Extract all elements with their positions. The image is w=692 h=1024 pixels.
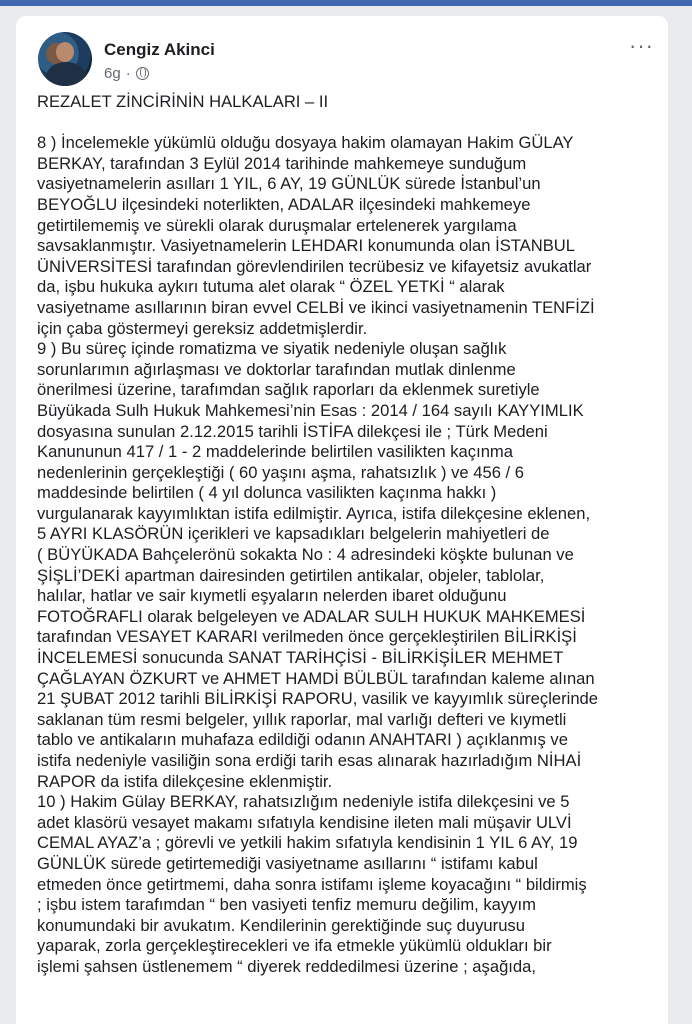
more-options-icon[interactable]: ··· <box>629 33 654 58</box>
globe-icon[interactable] <box>136 67 149 80</box>
top-nav-bar <box>0 0 692 6</box>
post-paragraph-8: 8 ) İncelemekle yükümlü olduğu dosyaya hakim olamayan Hakim GÜLAY BERKAY, tarafından 3 Eylül 2014 tarihinde mahkemeye sunduğum vasiyetnamelerin asılları 1 YIL, 6 AY, 19 GÜNLÜK sürede İstanbul’un BEYOĞLU ilçesindeki noterlikten, ADALAR ilçesindeki mahkemeye getirtilememiş ve sürekli olarak duruşmalar ertelenerek yargılama savsaklanmıştır. Vasiyetnamelerin LEHDARI konumunda olan İSTANBUL ÜNİVERSİTESİ tarafından görevlendirilen tecrübesiz ve kifayetsiz avukatlar da, işbu hukuka aykırı tutuma alet olarak “ ÖZEL YETKİ “ alarak vasiyetname asıllarının biran evvel CELBİ ve ikinci vasiyetnamenin TENFİZİ için çaba göstermeyi gereksiz addetmişlerdir. <box>37 133 595 338</box>
post-paragraph-9: 9 ) Bu süreç içinde romatizma ve siyatik nedeniyle oluşan sağlık sorunlarımın ağırlaşması ve doktorlar tarafından mutlak dinlenme önerilmesi üzerine, tarafımdan sağlık raporları da eklenmek suretiyle Büyükada Sulh Hukuk Mahkemesi’nin Esas : 2014 / 164 sayılı KAYYIMLIK dosyasına sunulan 2.12.2015 tarihli İSTİFA dilekçesi ile ; Türk Medeni Kanununun 417 / 1 - 2 maddelerinde belirtilen vasilikten kaçınma nedenlerinin gerçekleştiği ( 60 yaşını aşma, rahatsızlık ) ve 456 / 6 maddesinde belirtilen ( 4 yıl dolunca vasilikten kaçınma hakkı ) vurgulanarak kayyımlıktan istifa edilmiştir. Ayrıca, istifa dilekçesine eklenen, 5 AYRI KLASÖRÜN içerikleri ve kapsadıkları belgelerin mahiyetleri de ( BÜYÜKADA Bahçelerönü sokakta No : 4 adresindeki köşkte bulunan ve ŞİŞLİ’DEKİ apartman dairesinden getirtilen antikalar, objeler, tablolar, halılar, hatlar ve sair kıymetli eşyaların nelerden ibaret olduğunu FOTOĞRAFLI olarak belgeleyen ve ADALAR SULH HUKUK MAHKEMESİ tarafından VESAYET KARARI verilmeden önce gerçekleştirilen BİLİRKİŞİ İNCELEMESİ sonucunda SANAT TARİHÇİSİ - BİLİRKİŞİLER MEHMET ÇAĞLAYAN ÖZKURT ve AHMET HAMDİ BÜLBÜL tarafından kaleme alınan 21 ŞUBAT 2012 tarihli BİLİRKİŞİ RAPORU, vasilik ve kayyımlık süreçlerinde saklanan tüm resmi belgeler, yıllık raporlar, mal varlığı defteri ve kıymetli tablo ve antikaların muhafaza edildiği odanın ANAHTARI ) açıklanmış ve istifa nedeniyle vasiliğin sona erdiği tarih esas alınarak hazırladığım NİHAİ RAPOR da istifa dilekçesine eklenmiştir. <box>37 339 599 791</box>
post-meta <box>104 65 149 82</box>
post-body <box>37 92 653 978</box>
avatar-body <box>46 62 86 86</box>
avatar[interactable] <box>38 32 92 86</box>
meta-separator: · <box>125 65 131 82</box>
avatar-face <box>56 42 74 62</box>
post-title: REZALET ZİNCİRİNİN HALKALARI – II <box>37 92 329 111</box>
post-card <box>16 16 668 1024</box>
author-name[interactable]: Cengiz Akinci <box>104 40 215 59</box>
post-paragraph-10: 10 ) Hakim Gülay BERKAY, rahatsızlığım nedeniyle istifa dilekçesini ve 5 adet klasörü vesayet makamı sıfatıyla kendisine ileten mali müşavir ULVİ CEMAL AYAZ’a ; görevli ve yetkili hakim sıfatıyla kendisinin 1 YIL 6 AY, 19 GÜNLÜK sürede getirtemediği vasiyetname asıllarını “ istifamı kabul etmeden önce getirtmemi, daha sonra istifamı işleme koyacağını “ bildirmiş ; işbu istem tarafımdan “ ben vasiyeti tenfiz memuru değilim, kayyım konumundaki bir avukatım. Kendilerinin gerektiğinde suç duyurusu yaparak, zorla gerçekleştirecekleri ve ifa etmekle yükümlü oldukları bir işlemi şahsen üstlenemem “ diyerek reddedilmesi üzerine ; aşağıda, <box>37 792 587 976</box>
post-timestamp[interactable]: 6g <box>104 65 121 82</box>
